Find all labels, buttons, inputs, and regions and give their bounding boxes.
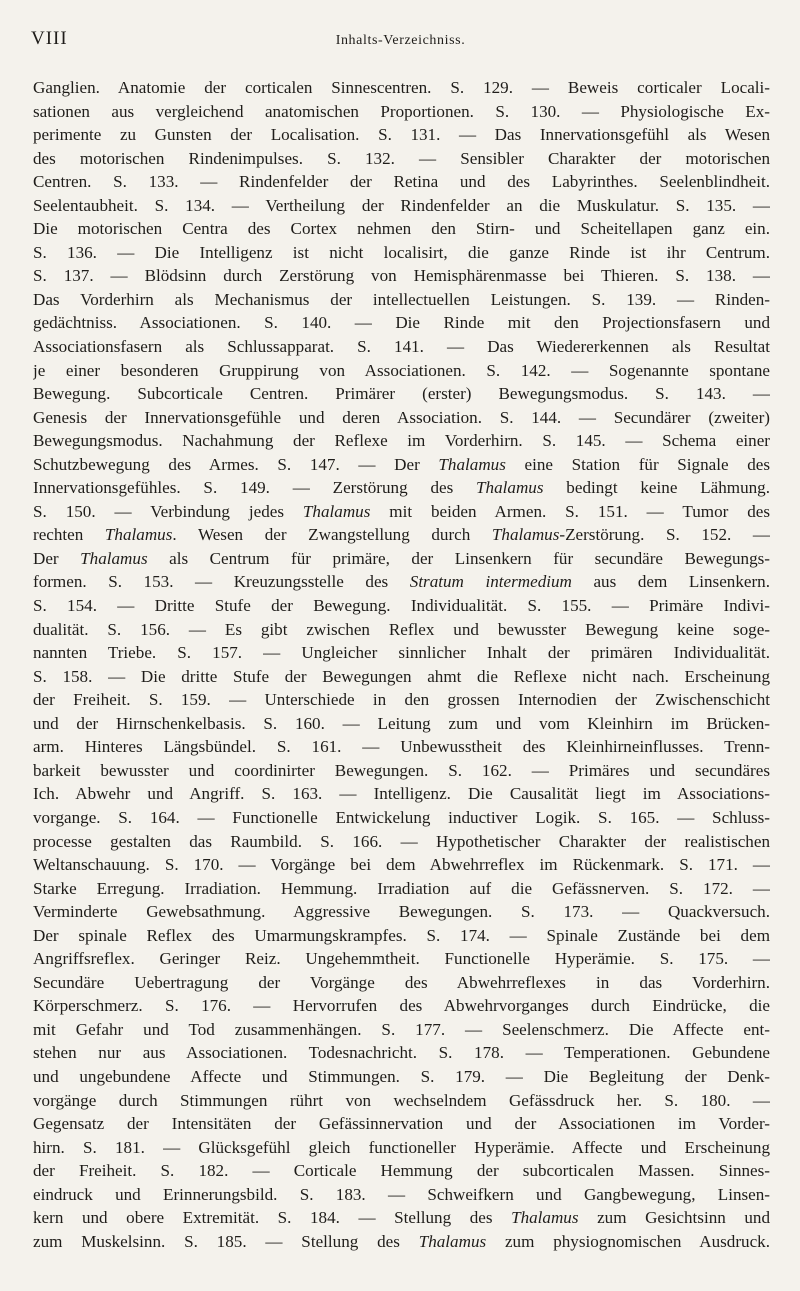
text-line: arm. Hinteres Längsbündel. S. 161. — Unbewusstheit des Kleinhirneinflusses. Trenn- <box>33 737 770 757</box>
text-line: und ungebundene Affecte und Stimmungen. S. 179. — Die Begleitung der Denk- <box>33 1066 770 1086</box>
text-line: Weltanschauung. S. 170. — Vorgänge bei dem Abwehrreflex im Rückenmark. S. 171. — <box>33 855 770 875</box>
text-line: Angriffsreflex. Geringer Reiz. Ungehemmtheit. Functionelle Hyperämie. S. 175. — <box>33 949 770 969</box>
text-line: je einer besonderen Gruppirung von Associationen. S. 142. — Sogenannte spontane <box>33 360 770 380</box>
text-line: Schutzbewegung des Armes. S. 147. — Der Thalamus eine Station für Signale des <box>33 454 770 474</box>
text-line: Ganglien. Anatomie der corticalen Sinnescentren. S. 129. — Beweis corticaler Locali- <box>33 78 770 97</box>
text-line: Die motorischen Centra des Cortex nehmen den Stirn- und Scheitellapen ganz ein. <box>33 219 770 239</box>
text-line: nannten Triebe. S. 157. — Ungleicher sinnlicher Inhalt der primären Individualität. <box>33 643 770 663</box>
text-line: eindruck und Erinnerungsbild. S. 183. — Schweifkern und Gangbewegung, Linsen- <box>33 1184 770 1204</box>
text-line: gedächtniss. Associationen. S. 140. — Die Rinde mit den Projectionsfasern und <box>33 313 770 333</box>
text-line: und der Hirnschenkelbasis. S. 160. — Leitung zum und vom Kleinhirn im Brücken- <box>33 713 770 733</box>
text-line: rechten Thalamus. Wesen der Zwangstellung durch Thalamus-Zerstörung. S. 152. — <box>33 525 770 545</box>
text-line: S. 154. — Dritte Stufe der Bewegung. Individualität. S. 155. — Primäre Indivi- <box>33 596 770 616</box>
text-line: stehen nur aus Associationen. Todesnachricht. S. 178. — Temperationen. Gebundene <box>33 1043 770 1063</box>
text-line: vorgänge durch Stimmungen rührt von wechselndem Gefässdruck her. S. 180. — <box>33 1090 770 1110</box>
page-number: VIII <box>31 28 68 49</box>
text-line: des motorischen Rindenimpulses. S. 132. — Sensibler Charakter der motorischen <box>33 148 770 168</box>
text-line: barkeit bewusster und coordinirter Bewegungen. S. 162. — Primäres und secundäres <box>33 760 770 780</box>
page-header <box>31 28 770 54</box>
text-line: Secundäre Uebertragung der Vorgänge des Abwehrreflexes in das Vorderhirn. <box>33 972 770 992</box>
text-line: Associationsfasern als Schlussapparat. S. 141. — Das Wiedererkennen als Resultat <box>33 337 770 357</box>
text-line: Genesis der Innervationsgefühle und deren Association. S. 144. — Secundärer (zweiter) <box>33 407 770 427</box>
text-line: S. 150. — Verbindung jedes Thalamus mit beiden Armen. S. 151. — Tumor des <box>33 501 770 521</box>
text-line: Gegensatz der Intensitäten der Gefässinnervation und der Associationen im Vorder- <box>33 1114 770 1134</box>
text-line: der Freiheit. S. 182. — Corticale Hemmung der subcorticalen Massen. Sinnes- <box>33 1161 770 1181</box>
text-line: hirn. S. 181. — Glücksgefühl gleich functioneller Hyperämie. Affecte und Erscheinung <box>33 1137 770 1157</box>
italic-term: Thalamus <box>438 454 506 474</box>
text-line: kern und obere Extremität. S. 184. — Stellung des Thalamus zum Gesichtsinn und <box>33 1208 770 1228</box>
text-line: Bewegungsmodus. Nachahmung der Reflexe im Vorderhirn. S. 145. — Schema einer <box>33 431 770 451</box>
text-line: Das Vorderhirn als Mechanismus der intellectuellen Leistungen. S. 139. — Rinden- <box>33 289 770 309</box>
table-of-contents-text <box>33 76 770 1253</box>
italic-term: Thalamus <box>511 1208 579 1228</box>
running-head: Inhalts-Verzeichniss. <box>335 33 466 48</box>
text-line: mit Gefahr und Tod zusammenhängen. S. 177. — Seelenschmerz. Die Affecte ent- <box>33 1019 770 1039</box>
text-line: formen. S. 153. — Kreuzungsstelle des Stratum intermedium aus dem Linsenkern. <box>33 572 770 592</box>
italic-term: Thalamus <box>418 1231 487 1251</box>
text-line: Seelentaubheit. S. 134. — Vertheilung der Rindenfelder an die Muskulatur. S. 135. — <box>33 195 770 215</box>
text-line: Ich. Abwehr und Angriff. S. 163. — Intelligenz. Die Causalität liegt im Associations- <box>33 784 770 804</box>
text-line: Innervationsgefühles. S. 149. — Zerstörung des Thalamus bedingt keine Lähmung. <box>33 478 770 498</box>
text-line: Verminderte Gewebsathmung. Aggressive Bewegungen. S. 173. — Quackversuch. <box>33 902 770 922</box>
text-line: sationen aus vergleichend anatomischen Proportionen. S. 130. — Physiologische Ex- <box>33 101 770 121</box>
text-line: processe gestalten das Raumbild. S. 166. — Hypothetischer Charakter der realistischen <box>33 831 770 851</box>
text-line: Centren. S. 133. — Rindenfelder der Retina und des Labyrinthes. Seelenblindheit. <box>33 172 770 192</box>
italic-term: Thalamus <box>104 525 173 545</box>
text-line: perimente zu Gunsten der Localisation. S. 131. — Das Innervationsgefühl als Wesen <box>33 125 770 145</box>
italic-term: Thalamus <box>491 525 560 545</box>
text-line: S. 158. — Die dritte Stufe der Bewegungen ahmt die Reflexe nicht nach. Erscheinung <box>33 666 770 686</box>
text-line: Starke Erregung. Irradiation. Hemmung. Irradiation auf die Gefässnerven. S. 172. — <box>33 878 770 898</box>
text-line: vorgange. S. 164. — Functionelle Entwickelung inductiver Logik. S. 165. — Schluss- <box>33 807 770 827</box>
text-line: Körperschmerz. S. 176. — Hervorrufen des Abwehrvorganges durch Eindrücke, die <box>33 996 770 1016</box>
text-line: S. 137. — Blödsinn durch Zerstörung von Hemisphärenmasse bei Thieren. S. 138. — <box>33 266 770 286</box>
italic-term: Thalamus <box>302 501 371 521</box>
text-line: zum Muskelsinn. S. 185. — Stellung des Thalamus zum physiognomischen Ausdruck. <box>33 1231 770 1251</box>
text-line: Der spinale Reflex des Umarmungskrampfes. S. 174. — Spinale Zustände bei dem <box>33 925 770 945</box>
italic-term: Stratum intermedium <box>409 572 572 592</box>
text-line: S. 136. — Die Intelligenz ist nicht localisirt, die ganze Rinde ist ihr Centrum. <box>33 242 770 262</box>
text-line: dualität. S. 156. — Es gibt zwischen Reflex und bewusster Bewegung keine soge- <box>33 619 770 639</box>
italic-term: Thalamus <box>476 478 544 498</box>
text-line: Bewegung. Subcorticale Centren. Primärer (erster) Bewegungsmodus. S. 143. — <box>33 384 770 404</box>
text-line: Der Thalamus als Centrum für primäre, der Linsenkern für secundäre Bewegungs- <box>33 548 770 568</box>
italic-term: Thalamus <box>80 548 148 568</box>
text-line: der Freiheit. S. 159. — Unterschiede in den grossen Internodien der Zwischenschicht <box>33 690 770 710</box>
